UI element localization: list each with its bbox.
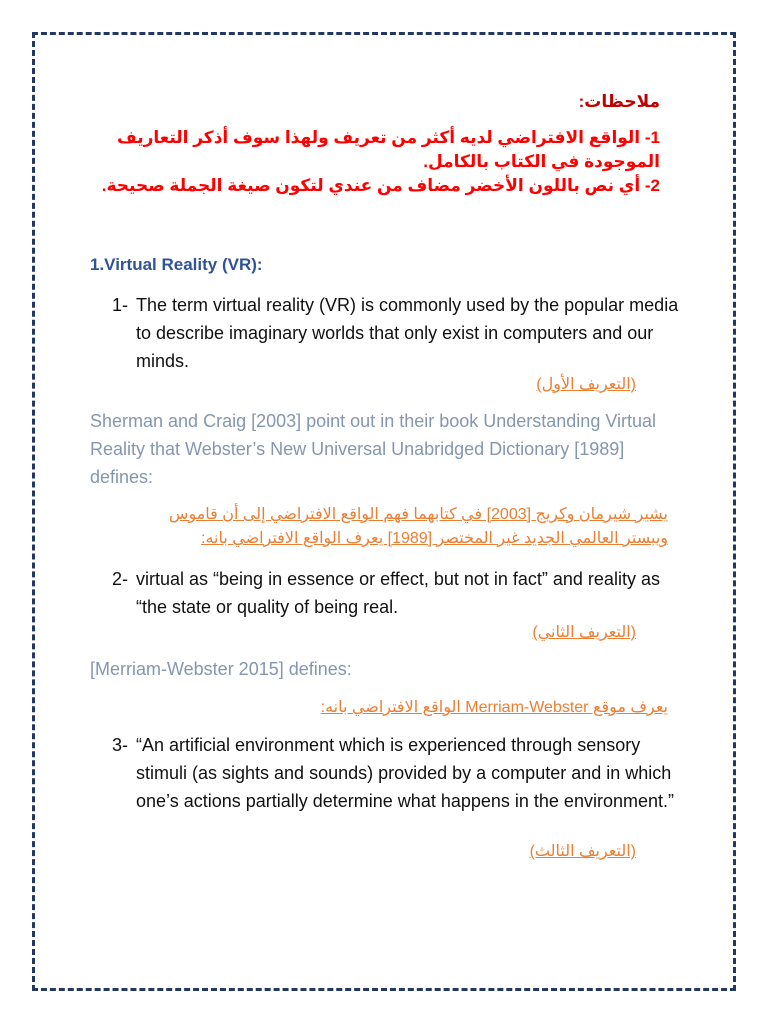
section-heading: 1.Virtual Reality (VR):	[90, 255, 263, 274]
definition-number: 1-	[112, 295, 129, 315]
source-1-english: Sherman and Craig [2003] point out in their book Understanding Virtual Reality that Webster’s New Universal Unabridged Dictionary [1989] defines:	[90, 411, 657, 487]
definition-1	[112, 291, 692, 375]
source-2-arabic: يعرف موقع Merriam-Webster الواقع الافتراضي بانه:	[320, 699, 668, 716]
note-item: 2- أي نص باللون الأخضر مضاف من عندي لتكون صيغة الجملة صحيحة.	[101, 176, 660, 195]
definition-number: 3-	[112, 735, 129, 755]
definition-3-label: (التعريف الثالث)	[529, 843, 636, 860]
source-2-english: [Merriam-Webster 2015] defines:	[90, 659, 352, 679]
definition-2-label: (التعريف الثاني)	[532, 624, 636, 641]
source-1-arabic: يشير شيرمان وكريج [2003] في كتابهما فهم الواقع الافتراضي إلى أن قاموس ويبستر العالمي الجديد غير المختصر [1989] يعرف الواقع الافتراضي بانه:	[168, 506, 668, 547]
notes-list	[96, 126, 660, 198]
definition-2	[112, 565, 692, 621]
definition-text: “An artificial environment which is experienced through sensory stimuli (as sights and sounds) provided by a computer and in which one’s actions partially determine what happens in the environment.”	[136, 735, 674, 811]
definition-1-label: (التعريف الأول)	[536, 376, 636, 393]
notes-title: ملاحظات:	[578, 92, 660, 111]
definition-text: virtual as “being in essence or effect, but not in fact” and reality as “the state or quality of being real.	[136, 569, 660, 617]
definition-text: The term virtual reality (VR) is commonly used by the popular media to describe imaginary worlds that only exist in computers and our minds.	[136, 295, 679, 371]
definition-number: 2-	[112, 569, 129, 589]
note-item: 1- الواقع الافتراضي لديه أكثر من تعريف ولهذا سوف أذكر التعاريف الموجودة في الكتاب بالكامل.	[116, 128, 660, 171]
definition-3	[112, 731, 692, 815]
